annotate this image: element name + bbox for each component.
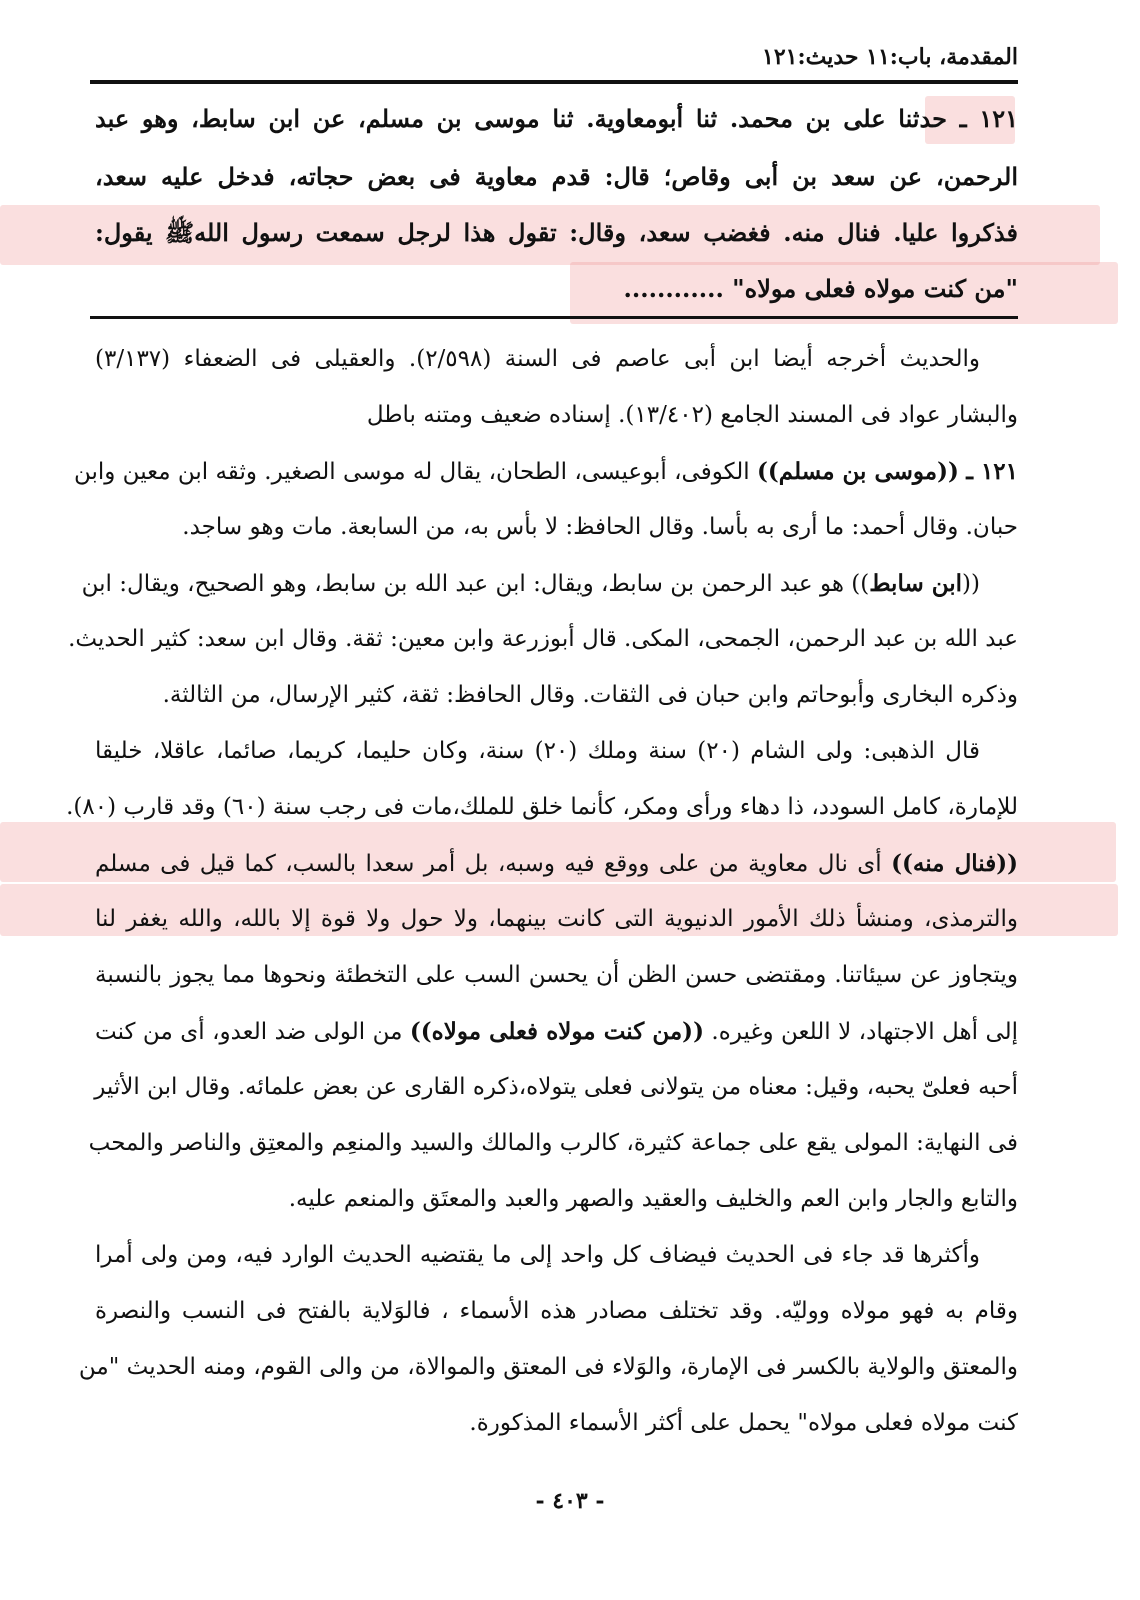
- note-line-17: والمعتق والولاية بالكسر فى الإمارة، والوَلاء فى المعتق والموالاة، من والى القوم، ومنه الحديث "من: [78, 1354, 1018, 1380]
- note-line-5: وذكره البخارى وأبوحاتم وابن حبان فى الثقات. وقال الحافظ: ثقة، كثير الإرسال، من الثالثة.: [162, 682, 1018, 708]
- note-line-10: ويتجاوز عن سيئاتنا. ومقتضى حسن الظن أن يحسن السب على التخطئة ونحوها مما يجوز بالنسبة: [95, 962, 1018, 988]
- hadith-rule: [90, 316, 1018, 319]
- note-line-3: [81, 570, 980, 597]
- hadith-line-4: "من كنت مولاه فعلى مولاه" ............: [623, 274, 1018, 303]
- note-line-13: فى النهاية: المولى يقع على جماعة كثيرة، كالرب والمالك والسيد والمنعِم والمعتِق والناصر والمحب: [88, 1130, 1018, 1156]
- note-label-ibn-sabit: ابن سابط: [869, 570, 963, 597]
- note-label-man-kuntu: ((من كنت مولاه فعلى مولاه)): [409, 1018, 704, 1045]
- note-line-15: وأكثرها قد جاء فى الحديث فيضاف كل واحد إلى ما يقتضيه الحديث الوارد فيه، ومن ولى أمرا: [95, 1242, 980, 1268]
- note-number: ١٢١ ـ: [966, 458, 1018, 485]
- note-line-2: حبان. وقال أحمد: ما أرى به بأسا. وقال الحافظ: لا بأس به، من السابعة. مات وهو ساجد.: [182, 514, 1018, 540]
- note-line-11: [95, 1018, 1018, 1045]
- note-text: هو عبد الرحمن بن سابط، ويقال: ابن عبد الله بن سابط، وهو الصحيح، ويقال: ابن: [81, 571, 844, 597]
- takhrij-line-2: والبشار عواد فى المسند الجامع (١٣/٤٠٢). إسناده ضعيف ومتنه باطل: [366, 402, 1018, 428]
- note-line-16: وقام به فهو مولاه ووليّه. وقد تختلف مصادر هذه الأسماء ، فالوَلاية بالفتح فى النسب والنصرة: [95, 1298, 1018, 1324]
- note-line-1: [73, 458, 1018, 485]
- note-line-6: قال الذهبى: ولى الشام (٢٠) سنة وملك (٢٠) سنة، وكان حليما، كريما، صائما، عاقلا، خليقا: [95, 738, 980, 764]
- note-label-fanal: ((فنال منه)): [891, 850, 1018, 877]
- note-line-7: للإمارة، كامل السودد، ذا دهاء ورأى ومكر، كأنما خلق للملك،مات فى رجب سنة (٦٠) وقد قارب (٨٠).: [66, 794, 1018, 820]
- note-line-14: والتابع والجار وابن العم والخليف والعقيد والصهر والعبد والمعتَق والمنعم عليه.: [288, 1186, 1018, 1212]
- note-line-4: عبد الله بن عبد الرحمن، الجمحى، المكى. قال أبوزرعة وابن معين: ثقة. وقال ابن سعد: كثير الحديث.: [68, 626, 1018, 652]
- page-number: - ٤٠٣ -: [535, 1488, 605, 1514]
- hadith-line-1: [95, 104, 1018, 133]
- takhrij-line-1: والحديث أخرجه أيضا ابن أبى عاصم فى السنة (٢/٥٩٨). والعقيلى فى الضعفاء (٣/١٣٧): [95, 346, 980, 372]
- note-label-close: )): [851, 571, 870, 597]
- note-line-8: [95, 850, 1018, 877]
- note-line-12: أحبه فعلىّ يحبه، وقيل: معناه من يتولانى فعلى يتولاه،ذكره القارى عن بعض علمائه. وقال ابن الأثير: [94, 1074, 1018, 1100]
- note-line-18: كنت مولاه فعلى مولاه" يحمل على أكثر الأسماء المذكورة.: [469, 1410, 1018, 1436]
- note-text: الكوفى، أبوعيسى، الطحان، يقال له موسى الصغير. وثقه ابن معين وابن: [73, 459, 750, 485]
- note-line-9: والترمذى، ومنشأ ذلك الأمور الدنيوية التى كانت بينهما، ولا حول ولا قوة إلا بالله، والله يغفر لنا: [95, 906, 1018, 932]
- running-header: المقدمة، باب:١١ حديث:١٢١: [762, 44, 1018, 70]
- note-text: من الولى ضد العدو، أى من كنت: [95, 1019, 403, 1045]
- note-text: أى نال معاوية من على ووقع فيه وسبه، بل أمر سعدا بالسب، كما قيل فى مسلم: [95, 851, 882, 877]
- hadith-line-3: فذكروا عليا. فنال منه. فغضب سعد، وقال: تقول هذا لرجل سمعت رسول اللهﷺ يقول:: [95, 218, 1018, 247]
- hadith-number: ١٢١ ـ: [959, 104, 1018, 133]
- header-rule: [90, 80, 1018, 84]
- note-label-musa: ((موسى بن مسلم)): [757, 458, 959, 485]
- note-label-open: ((: [962, 571, 980, 597]
- note-text: إلى أهل الاجتهاد، لا اللعن وغيره.: [711, 1019, 1019, 1045]
- hadith-line-2: الرحمن، عن سعد بن أبى وقاص؛ قال: قدم معاوية فى بعض حجاته، فدخل عليه سعد،: [95, 162, 1018, 191]
- hadith-text: حدثنا على بن محمد. ثنا أبومعاوية. ثنا موسى بن مسلم، عن ابن سابط، وهو عبد: [95, 104, 947, 133]
